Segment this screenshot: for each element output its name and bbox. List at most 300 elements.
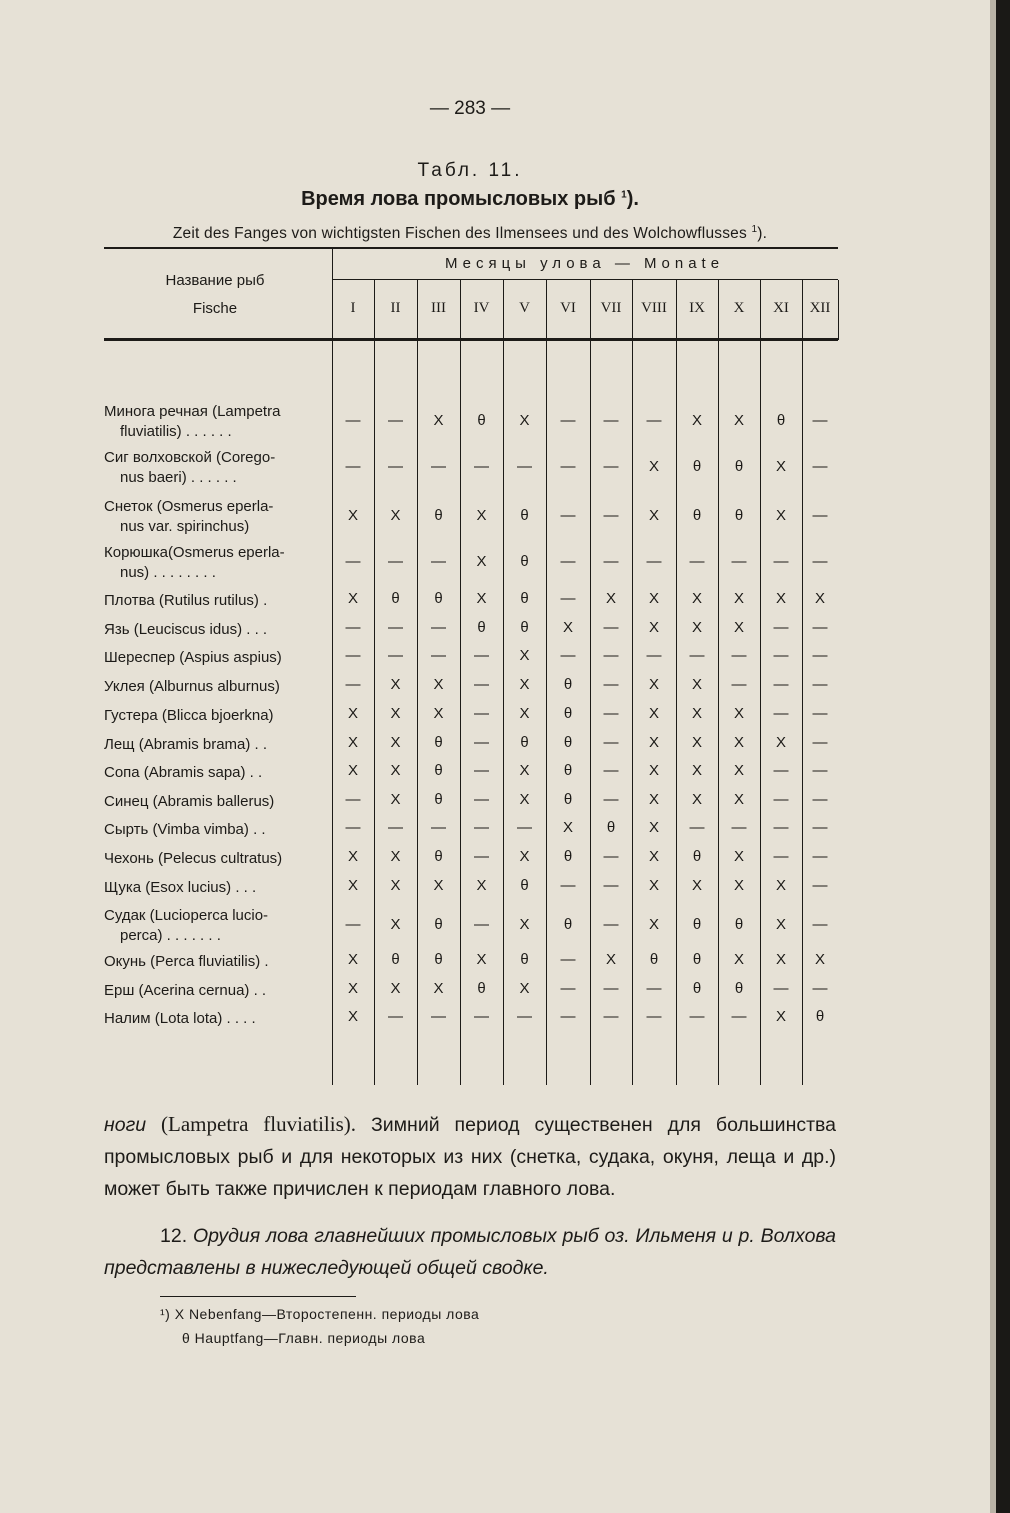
month-cell: X <box>347 980 358 997</box>
month-cell: — <box>646 647 662 664</box>
month-cell: X <box>390 676 401 693</box>
month-cell: X <box>476 951 487 968</box>
month-header: IX <box>689 300 705 316</box>
month-cell: θ <box>520 734 529 751</box>
month-cell: — <box>646 412 662 429</box>
month-cell: — <box>560 1008 576 1025</box>
table-title-de: Zeit des Fanges von wichtigsten Fischen des Ilmensees und des Wolchowflusses $^1$). <box>172 224 768 243</box>
month-cell: — <box>474 1008 489 1025</box>
fish-name-line1: Синец (Abramis ballerus) <box>104 793 275 810</box>
table-title-ru-text: Время лова промысловых рыб <box>301 188 616 210</box>
paragraph-2 <box>104 1220 836 1284</box>
month-cell: X <box>433 676 444 693</box>
month-cell: θ <box>692 951 702 968</box>
fish-name <box>104 763 326 783</box>
month-cell: — <box>812 458 828 475</box>
month-cell: θ <box>734 916 744 933</box>
column-rule <box>503 280 504 1085</box>
month-cell: X <box>433 980 444 997</box>
month-cell: — <box>812 791 828 808</box>
month-header: VII <box>600 300 622 316</box>
month-cell: — <box>345 647 361 664</box>
month-cell: X <box>648 734 659 751</box>
month-cell: X <box>775 507 786 524</box>
month-cell: X <box>562 819 573 836</box>
fish-name <box>104 735 326 755</box>
month-cell: — <box>603 412 619 429</box>
month-cell: X <box>605 590 616 607</box>
month-cell: θ <box>692 848 702 865</box>
month-cell: X <box>691 412 702 429</box>
month-cell: X <box>691 791 702 808</box>
month-cell: X <box>733 791 744 808</box>
fish-name-line1: Минога речная (Lampetra <box>104 403 281 420</box>
month-cell: — <box>388 1008 403 1025</box>
month-cell: — <box>517 1008 532 1025</box>
month-cell: — <box>812 553 828 570</box>
fish-name <box>104 952 326 972</box>
month-header: V <box>519 300 530 316</box>
month-cell: — <box>773 553 789 570</box>
month-cell: θ <box>434 734 443 751</box>
month-cell: θ <box>734 507 744 524</box>
fish-name-line1: Сырть (Vimba vimba) . . <box>104 821 266 838</box>
month-cell: X <box>775 590 786 607</box>
month-cell: X <box>519 791 530 808</box>
month-cell: — <box>388 647 403 664</box>
month-cell: — <box>388 412 403 429</box>
column-rule <box>676 280 677 1085</box>
column-rule <box>838 280 839 340</box>
month-cell: θ <box>477 412 486 429</box>
column-rule <box>546 280 547 1085</box>
month-cell: — <box>812 507 828 524</box>
month-cell: X <box>433 877 444 894</box>
month-cell: X <box>648 705 659 722</box>
month-cell: — <box>388 458 403 475</box>
month-cell: — <box>773 819 789 836</box>
month-header: X <box>733 300 745 316</box>
month-header: IV <box>473 300 490 316</box>
month-cell: X <box>648 507 659 524</box>
fish-name-line1: Щука (Esox lucius) . . . <box>104 879 257 896</box>
fish-name <box>104 820 326 840</box>
month-cell: θ <box>434 951 443 968</box>
month-cell: — <box>474 848 489 865</box>
month-cell: X <box>390 507 401 524</box>
month-cell: X <box>519 705 530 722</box>
paragraph-1 <box>104 1108 836 1205</box>
month-cell: — <box>603 980 619 997</box>
fish-name <box>104 849 326 869</box>
month-cell: — <box>646 980 662 997</box>
fish-name <box>104 792 326 812</box>
month-cell: — <box>474 819 489 836</box>
month-cell: — <box>560 980 576 997</box>
month-cell: — <box>603 553 619 570</box>
month-cell: X <box>691 734 702 751</box>
month-header: XII <box>809 300 831 316</box>
month-cell: X <box>347 1008 358 1025</box>
month-cell: θ <box>606 819 616 836</box>
fish-name <box>104 677 326 697</box>
month-cell: X <box>347 848 358 865</box>
column-rule <box>417 280 418 1085</box>
month-cell: X <box>775 951 786 968</box>
fish-name <box>104 981 326 1001</box>
month-cell: — <box>603 458 619 475</box>
fish-name <box>104 402 326 442</box>
month-cell: — <box>345 619 361 636</box>
month-cell: X <box>648 819 659 836</box>
fish-name-line1: Судак (Lucioperca lucio- <box>104 907 269 924</box>
month-cell: X <box>347 507 358 524</box>
month-cell: X <box>691 619 702 636</box>
month-cell: X <box>775 1008 786 1025</box>
fish-name <box>104 706 326 726</box>
month-cell: — <box>812 980 828 997</box>
month-cell: θ <box>434 848 443 865</box>
month-cell: — <box>773 791 789 808</box>
month-cell: X <box>390 848 401 865</box>
month-cell: X <box>691 676 702 693</box>
fish-name-line1: Уклея (Alburnus alburnus) <box>104 678 280 695</box>
fish-name-line1: Плотва (Rutilus rutilus) . <box>104 592 268 609</box>
fish-name-line1: Сопа (Abramis sapa) . . <box>104 764 263 781</box>
month-cell: — <box>431 553 446 570</box>
month-cell: — <box>812 916 828 933</box>
month-header: XI <box>773 300 789 316</box>
column-rule <box>332 249 333 1085</box>
month-cell: — <box>812 734 828 751</box>
month-cell: θ <box>520 590 529 607</box>
month-header: VIII <box>641 300 667 316</box>
month-cell: — <box>646 1008 662 1025</box>
month-cell: θ <box>391 951 400 968</box>
month-cell: X <box>476 553 487 570</box>
month-cell: — <box>345 676 361 693</box>
scan-border <box>996 0 1010 1513</box>
month-cell: X <box>519 647 530 664</box>
month-cell: — <box>431 1008 446 1025</box>
month-cell: θ <box>734 980 744 997</box>
month-cell: X <box>691 590 702 607</box>
month-cell: θ <box>434 791 443 808</box>
month-cell: — <box>731 1008 747 1025</box>
month-cell: — <box>689 1008 705 1025</box>
month-cell: — <box>646 553 662 570</box>
month-cell: — <box>474 791 489 808</box>
month-cell: — <box>560 647 576 664</box>
month-cell: θ <box>563 791 573 808</box>
fish-name-line1: Сиг волховской (Corego- <box>104 449 276 466</box>
month-cell: — <box>731 553 747 570</box>
month-cell: — <box>603 734 619 751</box>
footnote-rule <box>160 1296 356 1297</box>
month-cell: X <box>733 412 744 429</box>
header-months-title: Месяцы улова — Monate <box>444 255 725 272</box>
month-cell: X <box>733 734 744 751</box>
month-cell: — <box>689 647 705 664</box>
month-cell: θ <box>815 1008 825 1025</box>
page-number: — 283 — <box>429 98 511 119</box>
month-cell: θ <box>563 916 573 933</box>
month-cell: — <box>560 412 576 429</box>
month-cell: X <box>691 877 702 894</box>
month-cell: X <box>648 590 659 607</box>
month-cell: θ <box>520 507 529 524</box>
month-cell: — <box>603 1008 619 1025</box>
month-cell: — <box>773 647 789 664</box>
month-cell: X <box>347 590 358 607</box>
month-cell: θ <box>692 980 702 997</box>
table-number: Табл. 11. <box>417 160 523 181</box>
month-cell: X <box>433 705 444 722</box>
month-cell: — <box>560 507 576 524</box>
month-cell: — <box>560 553 576 570</box>
month-cell: — <box>731 819 747 836</box>
fish-name-line1: Язь (Leuciscus idus) . . . <box>104 621 268 638</box>
month-cell: X <box>775 877 786 894</box>
month-cell: X <box>390 734 401 751</box>
month-cell: — <box>474 916 489 933</box>
month-cell: — <box>560 590 576 607</box>
month-cell: X <box>691 762 702 779</box>
table-top-rule <box>104 247 838 249</box>
month-cell: θ <box>520 619 529 636</box>
month-cell: — <box>812 619 828 636</box>
month-cell: X <box>648 877 659 894</box>
fish-name-line1: Корюшка(Osmerus eperla- <box>104 544 285 561</box>
fish-name-line1: Чехонь (Pelecus cultratus) <box>104 850 283 867</box>
month-cell: — <box>603 848 619 865</box>
month-cell: — <box>603 877 619 894</box>
month-cell: — <box>388 619 403 636</box>
column-rule <box>718 280 719 1085</box>
fish-name-line2: perca) . . . . . . . <box>120 927 221 944</box>
month-cell: X <box>775 916 786 933</box>
column-rule <box>460 280 461 1085</box>
fish-name <box>104 648 326 668</box>
month-cell: X <box>347 705 358 722</box>
month-cell: X <box>390 705 401 722</box>
month-cell: — <box>603 507 619 524</box>
paragraph-2-text: Орудия лова главнейших промысловых рыб оз. Ильменя и р. Волхова представлены в нижеследующей общей сводке. <box>104 1225 837 1279</box>
header-name-ru: Название рыб <box>165 272 265 289</box>
month-cell: X <box>648 619 659 636</box>
month-cell: X <box>433 412 444 429</box>
month-cell: — <box>731 676 747 693</box>
month-cell: θ <box>434 762 443 779</box>
footnote-ref: 1 <box>621 189 627 201</box>
month-cell: X <box>814 590 825 607</box>
month-cell: X <box>775 734 786 751</box>
month-cell: — <box>431 458 446 475</box>
month-cell: X <box>519 412 530 429</box>
month-cell: X <box>347 877 358 894</box>
month-cell: — <box>345 791 361 808</box>
month-cell: θ <box>391 590 400 607</box>
fish-name-line2: nus var. spirinchus) <box>120 518 250 535</box>
fish-name-line1: Окунь (Perca fluviatilis) . <box>104 953 269 970</box>
fish-name-line1: Налим (Lota lota) . . . . <box>104 1010 256 1027</box>
month-cell: X <box>476 590 487 607</box>
month-cell: — <box>812 877 828 894</box>
month-cell: X <box>648 676 659 693</box>
month-cell: — <box>603 762 619 779</box>
month-cell: — <box>812 412 828 429</box>
month-cell: θ <box>477 619 486 636</box>
month-header: VI <box>560 300 576 316</box>
paragraph-2-number: 12. <box>160 1225 188 1247</box>
month-cell: X <box>733 848 744 865</box>
header-bottom-rule <box>104 338 838 341</box>
month-cell: θ <box>563 734 573 751</box>
fish-name <box>104 543 326 583</box>
month-cell: X <box>347 951 358 968</box>
month-cell: X <box>476 507 487 524</box>
month-cell: — <box>431 819 446 836</box>
month-cell: — <box>812 819 828 836</box>
month-cell: X <box>347 734 358 751</box>
paragraph-1-latin: (Lampetra fluviatilis). <box>161 1112 356 1136</box>
month-cell: θ <box>434 507 443 524</box>
month-cell: X <box>519 762 530 779</box>
month-cell: — <box>474 676 489 693</box>
month-cell: — <box>474 762 489 779</box>
month-cell: — <box>773 676 789 693</box>
month-cell: X <box>733 590 744 607</box>
month-cell: X <box>733 951 744 968</box>
month-cell: X <box>390 877 401 894</box>
month-cell: X <box>390 791 401 808</box>
fish-name-line1: Ерш (Acerina cernua) . . <box>104 982 267 999</box>
month-cell: — <box>603 676 619 693</box>
month-cell: X <box>814 951 825 968</box>
month-cell: — <box>773 980 789 997</box>
fish-name-line1: Снеток (Osmerus eperla- <box>104 498 274 515</box>
month-cell: — <box>773 762 789 779</box>
fish-name <box>104 448 326 488</box>
month-cell: — <box>345 553 361 570</box>
month-cell: θ <box>692 507 702 524</box>
month-cell: X <box>648 848 659 865</box>
table-title-de-text: Zeit des Fanges von wichtigsten Fischen des Ilmensees und des Wolchowflusses <box>172 225 747 243</box>
month-cell: X <box>648 916 659 933</box>
month-cell: θ <box>520 877 529 894</box>
month-cell: θ <box>434 916 443 933</box>
fish-name-line1: Лещ (Abramis brama) . . <box>104 736 268 753</box>
month-cell: X <box>476 877 487 894</box>
month-cell: — <box>560 877 576 894</box>
month-cell: X <box>775 458 786 475</box>
fish-name <box>104 878 326 898</box>
month-cell: — <box>603 619 619 636</box>
month-cell: — <box>474 734 489 751</box>
month-cell: θ <box>477 980 486 997</box>
month-cell: X <box>648 458 659 475</box>
month-header: I <box>350 300 356 316</box>
fish-name <box>104 497 326 537</box>
month-cell: X <box>648 762 659 779</box>
month-cell: θ <box>563 705 573 722</box>
month-cell: — <box>812 705 828 722</box>
month-cell: — <box>388 553 403 570</box>
month-cell: X <box>733 877 744 894</box>
month-cell: X <box>390 916 401 933</box>
month-cell: — <box>560 458 576 475</box>
fish-name-line1: Густера (Blicca bjoerkna) <box>104 707 274 724</box>
month-cell: — <box>773 705 789 722</box>
month-cell: θ <box>649 951 659 968</box>
month-cell: — <box>345 819 361 836</box>
month-cell: X <box>390 980 401 997</box>
month-cell: — <box>603 791 619 808</box>
month-cell: — <box>773 848 789 865</box>
month-cell: θ <box>520 951 529 968</box>
month-cell: — <box>431 619 446 636</box>
month-cell: θ <box>520 553 529 570</box>
month-cell: θ <box>692 916 702 933</box>
month-cell: θ <box>692 458 702 475</box>
month-cell: — <box>812 676 828 693</box>
fish-name-line2: fluviatilis) . . . . . . <box>120 423 232 440</box>
month-cell: θ <box>563 848 573 865</box>
column-rule <box>374 280 375 1085</box>
fish-name-line2: nus) . . . . . . . . <box>120 564 216 581</box>
month-header: II <box>390 300 401 316</box>
month-cell: X <box>605 951 616 968</box>
month-cell: — <box>474 458 489 475</box>
month-cell: X <box>733 705 744 722</box>
column-rule <box>802 280 803 1085</box>
month-header: III <box>431 300 446 316</box>
paragraph-1-italic: ноги <box>104 1114 147 1136</box>
month-cell: — <box>773 619 789 636</box>
fish-name <box>104 1009 326 1029</box>
month-cell: X <box>519 980 530 997</box>
month-cell: — <box>474 647 489 664</box>
month-cell: — <box>388 819 403 836</box>
column-rule <box>760 280 761 1085</box>
table-title-ru: Время лова промысловых рыб $^1$). <box>301 188 639 210</box>
header-name-de: Fische <box>192 300 238 317</box>
month-cell: — <box>689 553 705 570</box>
month-cell: — <box>603 916 619 933</box>
month-cell: X <box>519 848 530 865</box>
month-cell: X <box>519 676 530 693</box>
month-cell: — <box>812 762 828 779</box>
footnote-ref: 1 <box>751 224 758 235</box>
fish-name-line2: nus baeri) . . . . . . <box>120 469 237 486</box>
month-cell: X <box>648 791 659 808</box>
paragraph-1-text: Зимний период существенен для большинства промысловых рыб и для некоторых из них (снетка, судака, окуня, леща и др.) может быть также причислен к периодам главного лова. <box>104 1114 837 1200</box>
month-cell: — <box>345 458 361 475</box>
month-cell: — <box>812 647 828 664</box>
month-cell: — <box>345 412 361 429</box>
month-cell: X <box>519 916 530 933</box>
month-cell: X <box>562 619 573 636</box>
months-rule <box>332 279 838 280</box>
month-cell: X <box>347 762 358 779</box>
month-cell: θ <box>563 676 573 693</box>
month-cell: — <box>560 951 576 968</box>
fish-name-line1: Шереспер (Aspius aspius) <box>104 649 282 666</box>
column-rule <box>590 280 591 1085</box>
month-cell: X <box>390 762 401 779</box>
month-cell: — <box>431 647 446 664</box>
month-cell: — <box>345 916 361 933</box>
